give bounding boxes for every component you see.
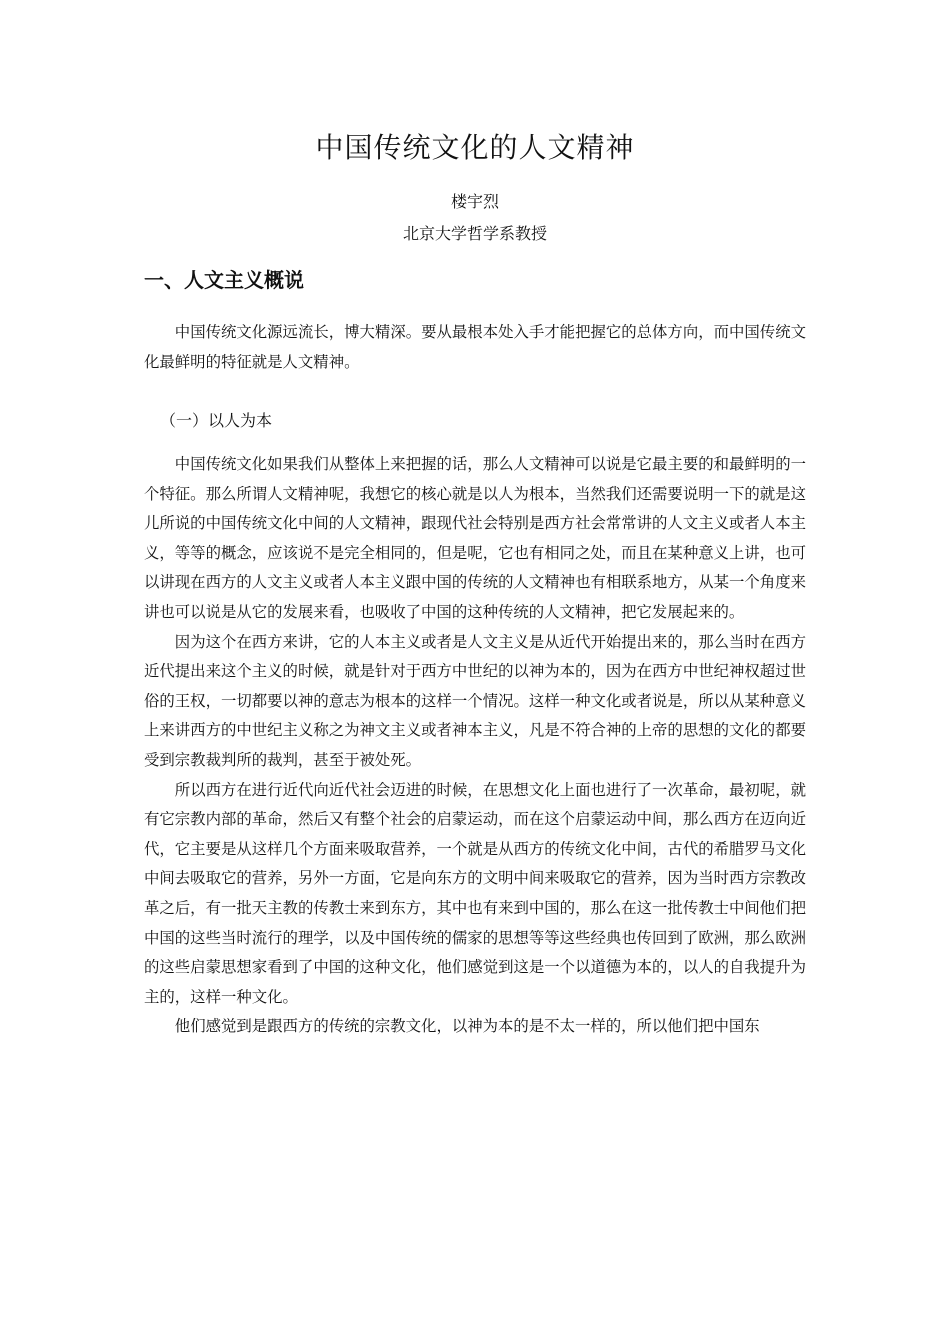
author-affiliation: 北京大学哲学系教授 xyxy=(402,224,547,243)
body-paragraph: 因为这个在西方来讲，它的人本主义或者是人文主义是从近代开始提出来的，那么当时在西方近代提出来这个主义的时候，就是针对于西方中世纪的以神为本的，因为在西方中世纪神权超过世俗的王权，一切都要以神的意志为根本的这样一个情况。这样一种文化或者说是，所以从某种意义上来讲西方的中世纪主义称之为神文主义或者神本主义，凡是不符合神的上帝的思想的文化的都要受到宗教裁判所的裁判，甚至于被处死。 xyxy=(144,632,806,769)
subsection-heading: （一）以人为本 xyxy=(160,411,273,430)
body-paragraph: 所以西方在进行近代向近代社会迈进的时候，在思想文化上面也进行了一次革命，最初呢，就有它宗教内部的革命，然后又有整个社会的启蒙运动，而在这个启蒙运动中间，那么西方在迈向近代，它主要是从这样几个方面来吸取营养，一个就是从西方的传统文化中间，古代的希腊罗马文化中间去吸取它的营养，另外一方面，它是向东方的文明中间来吸取它的营养，因为当时西方宗教改革之后，有一批天主教的传教士来到东方，其中也有来到中国的，那么在这一批传教士中间他们把中国的这些当时流行的理学，以及中国传统的儒家的思想等等这些经典也传回到了欧洲，那么欧洲的这些启蒙思想家看到了中国的这种文化，他们感觉到这是一个以道德为本的，以人的自我提升为主的，这样一种文化。 xyxy=(144,780,806,1006)
section-heading: 一、人文主义概说 xyxy=(144,268,304,292)
body-paragraph: 他们感觉到是跟西方的传统的宗教文化，以神为本的是不太一样的，所以他们把中国东 xyxy=(174,1017,760,1036)
author-name: 楼宇烈 xyxy=(450,192,499,211)
intro-block xyxy=(144,318,806,377)
body-block xyxy=(144,450,806,1042)
body-paragraph: 中国传统文化如果我们从整体上来把握的话，那么人文精神可以说是它最主要的和最鲜明的一个特征。那么所谓人文精神呢，我想它的核心就是以人为根本，当然我们还需要说明一下的就是这儿所说的中国传统文化中间的人文精神，跟现代社会特别是西方社会常常讲的人文主义或者人本主义，等等的概念，应该说不是完全相同的，但是呢，它也有相同之处，而且在某种意义上讲，也可以讲现在西方的人文主义或者人本主义跟中国的传统的人文精神也有相联系地方，从某一个角度来讲也可以说是从它的发展来看，也吸收了中国的这种传统的人文精神，把它发展起来的。 xyxy=(144,455,806,621)
intro-paragraph: 中国传统文化源远流长，博大精深。要从最根本处入手才能把握它的总体方向，而中国传统文化最鲜明的特征就是人文精神。 xyxy=(144,323,806,371)
document-title: 中国传统文化的人文精神 xyxy=(315,131,635,164)
